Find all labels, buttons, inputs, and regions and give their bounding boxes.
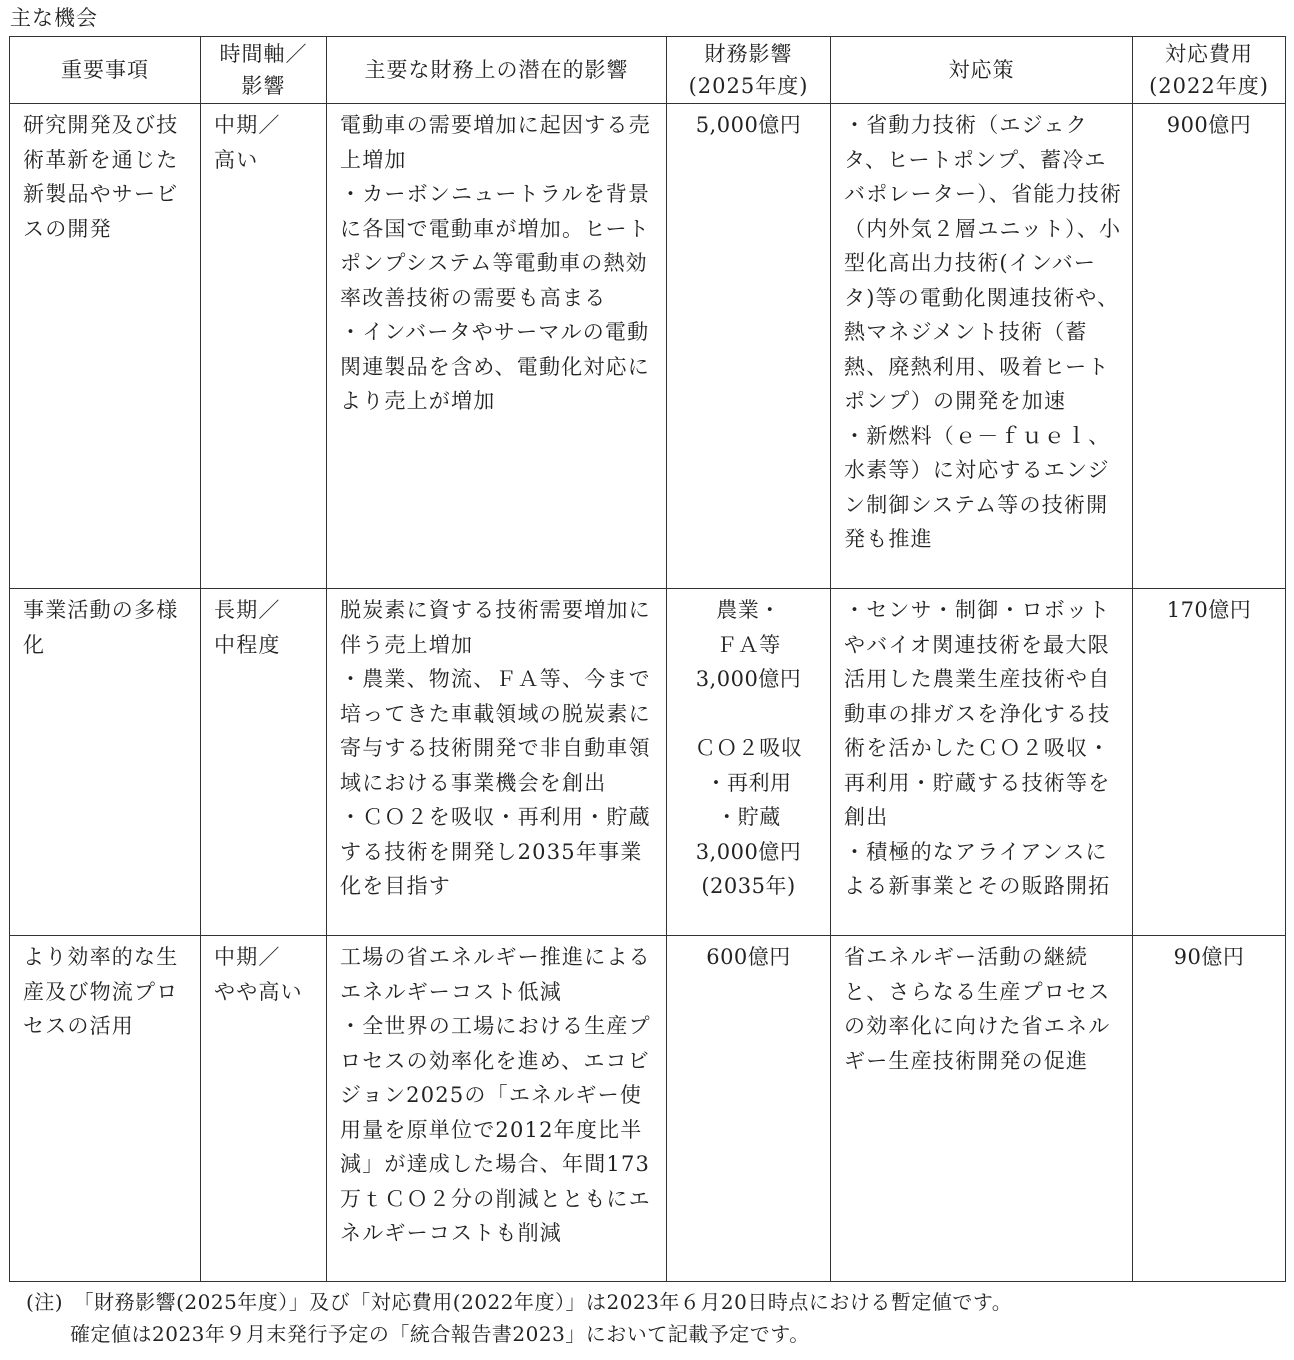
cell-response: ・センサ・制御・ロボットやバイオ関連技術を最大限活用した農業生産技術や自動車の排ガスを浄化する技術を活かしたＣＯ２吸収・再利用・貯蔵する技術等を創出 ・積極的なアライアンスによる新事業とその販路開拓 xyxy=(831,589,1133,936)
footnote xyxy=(26,1286,1012,1350)
cell-timeframe: 中期／ 高い xyxy=(201,104,327,589)
table-row xyxy=(10,589,1286,936)
cell-response: 省エネルギー活動の継続と、さらなる生産プロセスの効率化に向けた省エネルギー生産技術開発の促進 xyxy=(831,936,1133,1282)
cell-impact: 電動車の需要増加に起因する売上増加 ・カーボンニュートラルを背景に各国で電動車が増加。ヒートポンプシステム等電動車の熱効率改善技術の需要も高まる ・インバータやサーマルの電動関連製品を含め、電動化対応により売上が増加 xyxy=(327,104,667,589)
header-response: 対応策 xyxy=(831,37,1133,104)
cell-topic: 事業活動の多様化 xyxy=(10,589,201,936)
header-impact: 主要な財務上の潜在的影響 xyxy=(327,37,667,104)
cell-timeframe: 中期／ やや高い xyxy=(201,936,327,1282)
header-timeframe: 時間軸／ 影響 xyxy=(201,37,327,104)
cell-financial: 農業・ ＦＡ等 3,000億円 ＣＯ２吸収 ・再利用 ・貯蔵 3,000億円 (2035年) xyxy=(667,589,831,936)
cell-financial: 5,000億円 xyxy=(667,104,831,589)
footnote-line-2: 確定値は2023年９月末発行予定の「統合報告書2023」において記載予定です。 xyxy=(70,1322,810,1346)
header-topic: 重要事項 xyxy=(10,37,201,104)
header-cost: 対応費用 (2022年度) xyxy=(1133,37,1286,104)
cell-impact: 工場の省エネルギー推進によるエネルギーコスト低減 ・全世界の工場における生産プロセスの効率化を進め、エコビジョン2025の「エネルギー使用量を原単位で2012年度比半減」が達成した場合、年間173万ｔＣＯ２分の削減とともにエネルギーコストも削減 xyxy=(327,936,667,1282)
cell-cost: 90億円 xyxy=(1133,936,1286,1282)
cell-financial: 600億円 xyxy=(667,936,831,1282)
cell-topic: 研究開発及び技術革新を通じた新製品やサービスの開発 xyxy=(10,104,201,589)
cell-response: ・省動力技術（エジェクタ、ヒートポンプ、蓄冷エバポレーター）、省能力技術（内外気２層ユニット）、小型化高出力技術(インバータ)等の電動化関連技術や、熱マネジメント技術（蓄熱、廃熱利用、吸着ヒートポンプ）の開発を加速 ・新燃料（ｅ－ｆｕｅｌ、水素等）に対応するエンジン制御システム等の技術開発も推進 xyxy=(831,104,1133,589)
footnote-line-1: (注) 「財務影響(2025年度）」及び「対応費用(2022年度）」は2023年６月20日時点における暫定値です。 xyxy=(26,1290,1013,1314)
cell-cost: 170億円 xyxy=(1133,589,1286,936)
table-row xyxy=(10,104,1286,589)
table-row xyxy=(10,936,1286,1282)
cell-cost: 900億円 xyxy=(1133,104,1286,589)
cell-timeframe: 長期／ 中程度 xyxy=(201,589,327,936)
header-financial: 財務影響 (2025年度) xyxy=(667,37,831,104)
cell-topic: より効率的な生産及び物流プロセスの活用 xyxy=(10,936,201,1282)
table-header-row xyxy=(10,37,1286,104)
opportunities-table xyxy=(9,36,1286,1282)
cell-impact: 脱炭素に資する技術需要増加に伴う売上増加 ・農業、物流、ＦＡ等、今まで培ってきた車載領域の脱炭素に寄与する技術開発で非自動車領域における事業機会を創出 ・ＣＯ２を吸収・再利用・貯蔵する技術を開発し2035年事業化を目指す xyxy=(327,589,667,936)
section-title: 主な機会 xyxy=(10,6,98,30)
